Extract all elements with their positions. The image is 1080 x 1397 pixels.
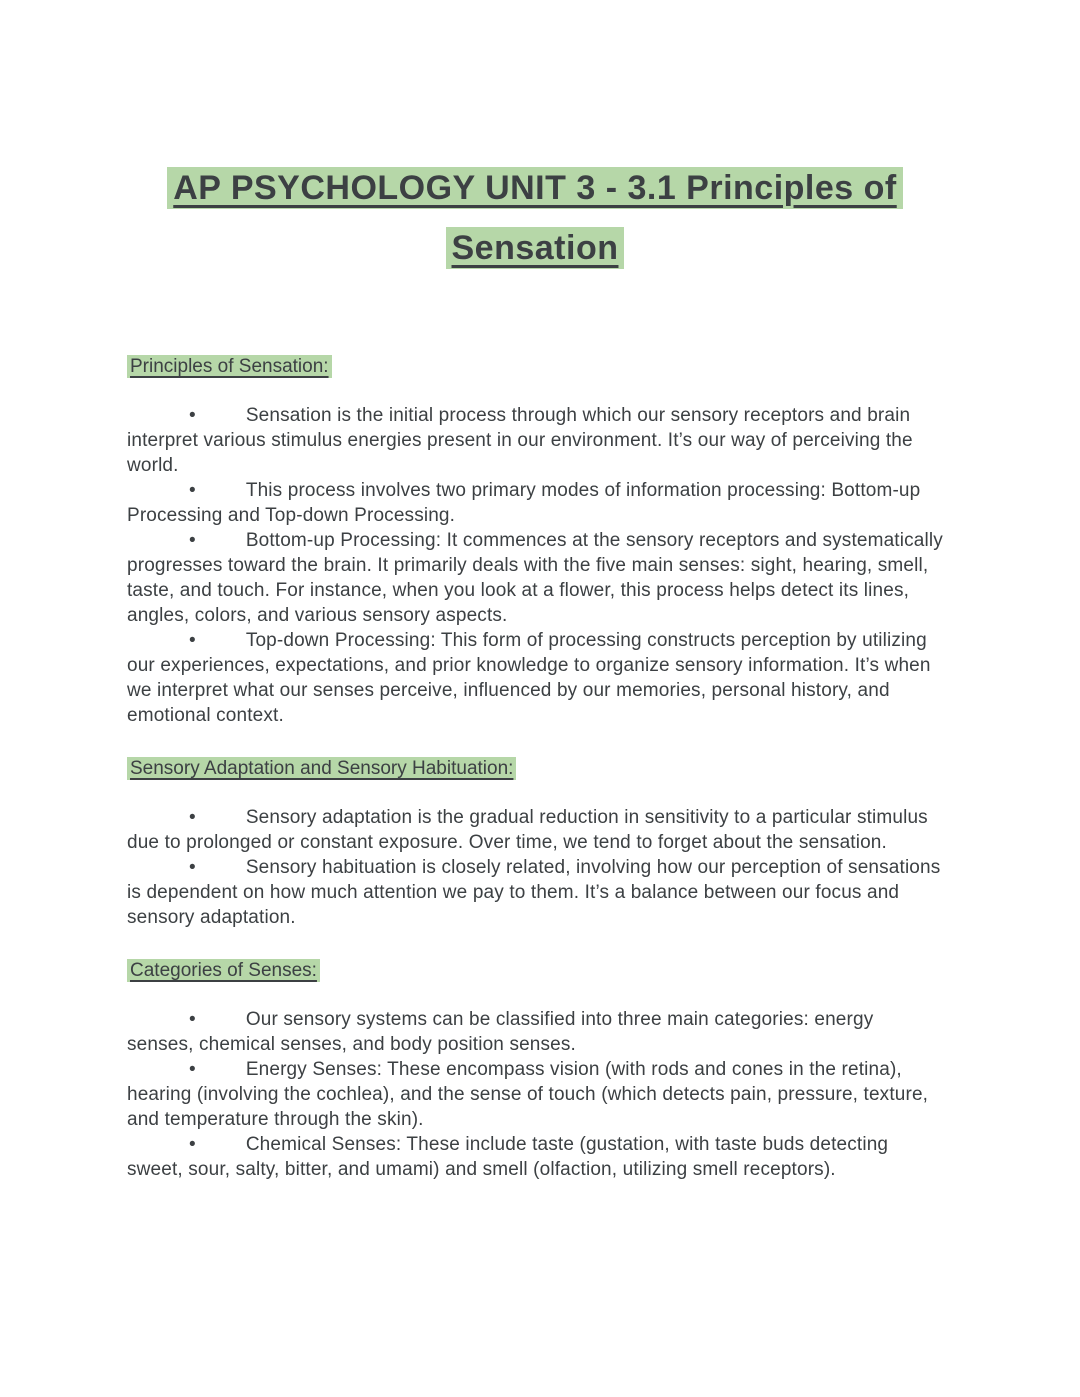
bullet-text: Sensory habituation is closely related, involving how our perception of sensations is dependent on how much attention we pay to them. It’s a balance between our focus and sensory adaptation.: [127, 857, 941, 928]
bullet-item: [127, 403, 943, 478]
bullet-marker: •: [189, 405, 196, 426]
bullet-text: Sensory adaptation is the gradual reduction in sensitivity to a particular stimulus due to prolonged or constant exposure. Over time, we tend to forget about the sensation.: [127, 807, 928, 853]
document-title-text: AP PSYCHOLOGY UNIT 3 - 3.1 Principles of Sensation: [167, 167, 902, 269]
bullet-item: [127, 1057, 943, 1132]
bullet-item: [127, 1007, 943, 1057]
bullet-item: [127, 528, 943, 628]
section-heading-text: Sensory Adaptation and Sensory Habituation:: [127, 757, 516, 780]
bullet-marker: •: [189, 807, 196, 828]
section-principles-of-sensation: [127, 354, 943, 728]
bullet-text: This process involves two primary modes of information processing: Bottom-up Processing and Top-down Processing.: [127, 480, 921, 526]
section-heading: [127, 756, 943, 781]
bullet-marker: •: [189, 1134, 196, 1155]
bullet-marker: •: [189, 857, 196, 878]
bullet-item: [127, 628, 943, 728]
bullet-text: Chemical Senses: These include taste (gustation, with taste buds detecting sweet, sour, salty, bitter, and umami) and smell (olfaction, utilizing smell receptors).: [127, 1134, 889, 1180]
section-categories-of-senses: [127, 958, 943, 1182]
section-heading-text: Categories of Senses:: [127, 959, 320, 982]
bullet-item: [127, 805, 943, 855]
bullet-marker: •: [189, 1009, 196, 1030]
bullet-marker: •: [189, 530, 196, 551]
document-title: [127, 158, 943, 278]
bullet-text: Sensation is the initial process through which our sensory receptors and brain interpret various stimulus energies present in our environment. It’s our way of perceiving the world.: [127, 405, 913, 476]
section-heading: [127, 354, 943, 379]
bullet-list: [127, 805, 943, 930]
bullet-item: [127, 478, 943, 528]
section-sensory-adaptation-habituation: [127, 756, 943, 930]
bullet-item: [127, 1132, 943, 1182]
bullet-text: Our sensory systems can be classified into three main categories: energy senses, chemical senses, and body position senses.: [127, 1009, 874, 1055]
bullet-text: Top-down Processing: This form of processing constructs perception by utilizing our experiences, expectations, and prior knowledge to organize sensory information. It’s when we interpret what our senses perceive, influenced by our memories, personal history, and emotional context.: [127, 630, 931, 726]
bullet-text: Energy Senses: These encompass vision (with rods and cones in the retina), hearing (involving the cochlea), and the sense of touch (which detects pain, pressure, texture, and temperature through the skin).: [127, 1059, 929, 1130]
section-heading-text: Principles of Sensation:: [127, 355, 332, 378]
bullet-item: [127, 855, 943, 930]
bullet-list: [127, 403, 943, 728]
bullet-marker: •: [189, 480, 196, 501]
bullet-marker: •: [189, 630, 196, 651]
bullet-marker: •: [189, 1059, 196, 1080]
bullet-list: [127, 1007, 943, 1182]
section-heading: [127, 958, 943, 983]
bullet-text: Bottom-up Processing: It commences at the sensory receptors and systematically progresses toward the brain. It primarily deals with the five main senses: sight, hearing, smell, taste, and touch. For instance, when you look at a flower, this process helps detect its lines, angles, colors, and various sensory aspects.: [127, 530, 943, 626]
